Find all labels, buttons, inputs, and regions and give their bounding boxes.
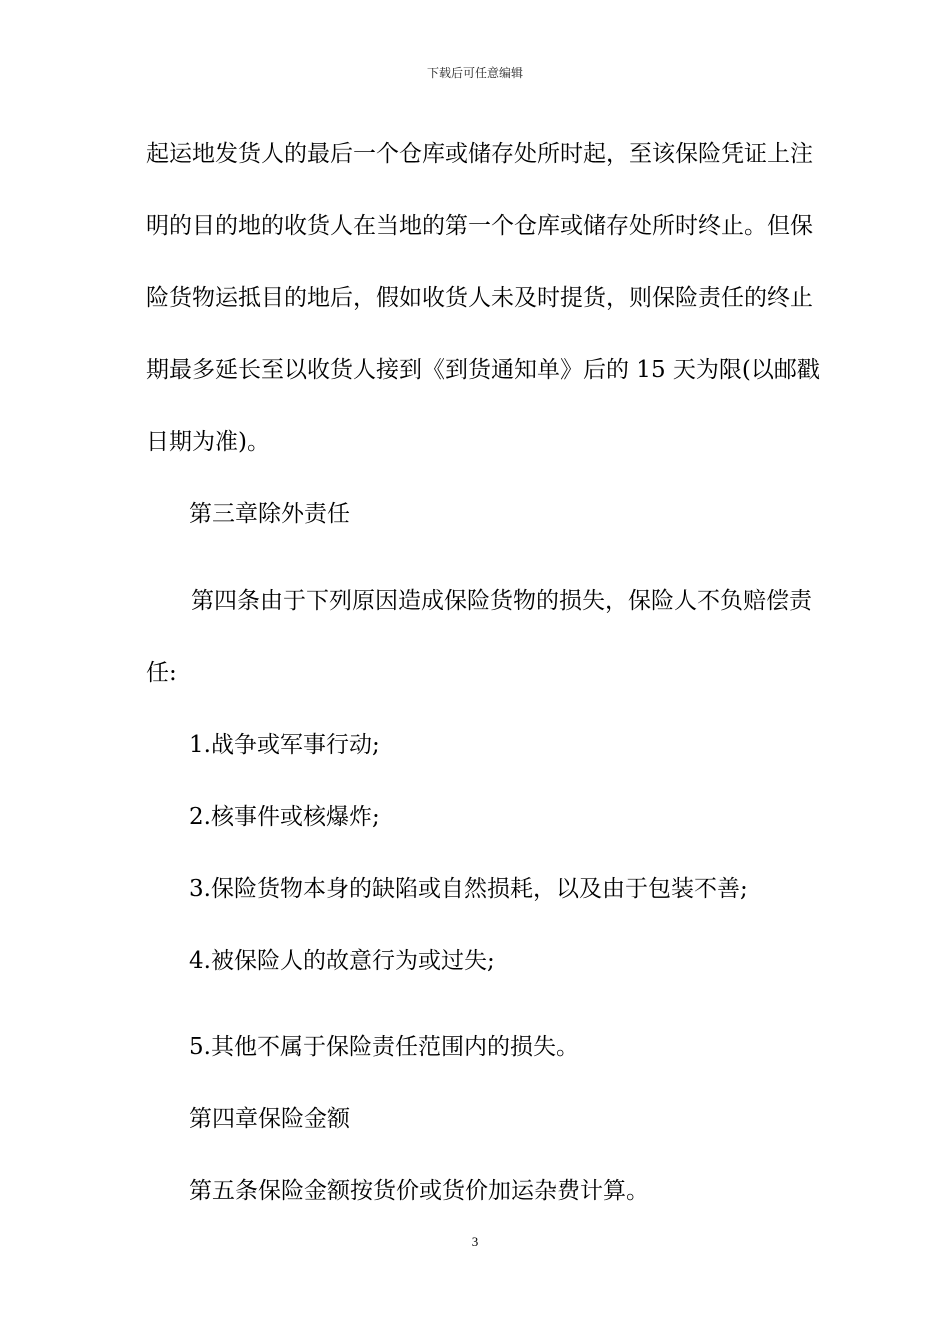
- chapter-heading: 第四章保险金额: [189, 1106, 350, 1132]
- page-number: 3: [471, 1234, 479, 1249]
- paragraph-line: 日期为准)。: [146, 429, 270, 455]
- list-item: 3.保险货物本身的缺陷或自然损耗，以及由于包装不善;: [189, 876, 748, 902]
- article-line: 任:: [146, 660, 177, 686]
- page-header-note: 下载后可任意编辑: [426, 66, 523, 80]
- list-item: 2.核事件或核爆炸;: [189, 804, 380, 830]
- paragraph-line: 期最多延长至以收货人接到《到货通知单》后的 15 天为限(以邮戳: [146, 357, 820, 383]
- article-line: 第五条保险金额按货价或货价加运杂费计算。: [189, 1178, 649, 1204]
- paragraph-line: 险货物运抵目的地后，假如收货人未及时提货，则保险责任的终止: [146, 285, 813, 311]
- paragraph-line: 明的目的地的收货人在当地的第一个仓库或储存处所时终止。但保: [146, 213, 813, 239]
- paragraph-line: 起运地发货人的最后一个仓库或储存处所时起，至该保险凭证上注: [146, 141, 813, 167]
- list-item: 5.其他不属于保险责任范围内的损失。: [189, 1034, 579, 1060]
- article-line: 第四条由于下列原因造成保险货物的损失，保险人不负赔偿责: [191, 588, 812, 614]
- list-item: 4.被保险人的故意行为或过失;: [189, 948, 495, 974]
- chapter-heading: 第三章除外责任: [189, 501, 350, 527]
- list-item: 1.战争或军事行动;: [189, 732, 380, 758]
